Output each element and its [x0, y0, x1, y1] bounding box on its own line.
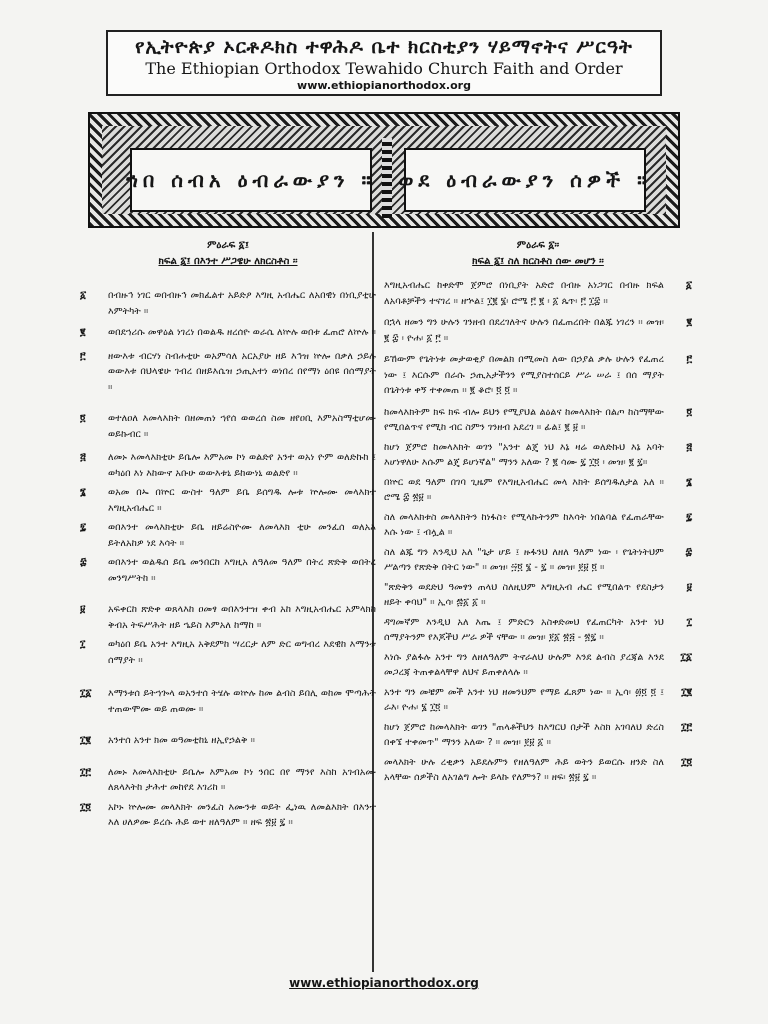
verse-item	[80, 733, 376, 749]
verse-number: ፲፪	[681, 686, 692, 698]
verse-number: ፲	[80, 639, 86, 650]
verse-item	[384, 720, 692, 751]
verse-item	[384, 440, 692, 471]
verse-number: ፲	[686, 616, 692, 628]
verse-text: እግዚአብሔር ከቀድሞ ጀምሮ በነቢያት አድሮ በብዙ አነጋገር በብዙ ክፍል ለአባቶቻችን ተናገረ ። ዘኍል፤ ፲፪ ፮፡ ሮሜ ፫ ፪ ፡ ፩ ጴጥ፡ ፫ ፲፰ ።	[384, 280, 664, 307]
right-column	[384, 238, 692, 786]
verse-number: ፯	[685, 511, 692, 523]
verse-text: ወበእንተ ወልዱሰ ይቤ መንበርከ እግዚአ ለዓለመ ዓለም በትረ ጽድቅ ወበትረ መንግሥትከ ።	[108, 557, 376, 584]
verse-number: ፰	[685, 546, 692, 558]
verse-number: ፲፫	[681, 721, 692, 733]
verse-number: ፰	[80, 557, 87, 568]
left-column	[80, 238, 376, 831]
verse-text: አፍቀርከ ጽድቀ ወጸላእከ ዐመፃ ወበእንተዝ ቀብ አከ እግዚአብሔር አምላክከ ቅብአ ትፍሥሕት ዘይ ኄይስ እምአለ ከማከ ።	[108, 604, 376, 631]
verse-text: በብዙኅ ነገር ወበብዙኅ መክፈልተ አይድዖ እግዚ አብሔር ለአበዊነ በነቢያቲሁ እምትካት ።	[108, 290, 376, 317]
right-verses	[384, 278, 692, 786]
verse-text: ለመኑ እመላእክቲሁ ይቤሎ እምአመ ኮነ ወልድየ አንተ ወአነ ዮም ወለድኩከ ፤ ወካዕበ እነ እከውኖ አቡሁ ወውእቱኒ ይከውነኒ ወልድየ ።	[108, 452, 376, 479]
verse-number: ፲፪	[80, 735, 91, 746]
header-english-title: The Ethiopian Orthodox Tewahido Church Faith and Order	[145, 59, 623, 78]
verse-text: ስለ ልጁ ግን እንዲህ አለ "ጌታ ሆይ ፤ ዙፋንህ ለዘለ ዓለም ነው ፡ የጌትነትህም ሥልጣን የጽድቅ በትር ነው" ። መዝ፡ ፵፬ ፮ - ፯ ። መዝ፡ ፻፱ ፬ ።	[384, 546, 664, 573]
verse-number: ፱	[80, 604, 86, 615]
verse-item	[80, 686, 376, 717]
left-section-title: ክፍል ፩፤ በእንተ ሥጋዌሁ ለክርስቶስ ።	[158, 256, 298, 267]
verse-item	[80, 637, 376, 668]
verse-item	[384, 352, 692, 399]
verse-number: ፫	[686, 354, 692, 365]
verse-item	[384, 405, 692, 436]
verse-item	[384, 278, 692, 309]
verse-number: ፱	[686, 581, 692, 593]
verse-item	[384, 615, 692, 646]
verse-number: ፫	[80, 350, 86, 362]
verse-number: ፲፬	[80, 801, 91, 813]
right-column-heading	[384, 238, 692, 270]
verse-text: ዘውእቱ ብርሃነ ስብሐቲሁ ወአምሳለ አርአያሁ ዘይ እኅዝ ኵሎ በቃለ ኃይሉ ወውእቱ በህላዌሁ ገብረ በዘይእሴዝ ኃጢአተነ ወነበረ በየማነ ዕበዩ በሰማያት ።	[108, 350, 376, 393]
left-column-heading	[80, 238, 376, 270]
verse-item	[384, 545, 692, 576]
verse-text: ለመኑ እመላእክቲሁ ይቤሎ እምአመ ኮነ ንበር በየ ማንየ እስከ አገብአሙ ለጸላእትከ ታሕተ መከየደ እገሪከ ።	[108, 766, 376, 793]
verse-number: ፬	[686, 406, 692, 418]
footer-url[interactable]: www.ethiopianorthodox.org	[289, 976, 479, 990]
right-section-title: ክፍል ፩፤ ስለ ክርስቶስ ሰው መሆን ።	[472, 256, 604, 267]
verse-number: ፲፩	[680, 651, 692, 663]
header-url[interactable]: www.ethiopianorthodox.org	[297, 79, 471, 92]
verse-text: አንተሰ አንተ ክመ ወዓመቲከኒ ዘኢየኃልቅ ።	[108, 735, 255, 746]
verse-text: ወተለዐለ እመላእክት በዘመጠነ ኀየሰ ወወረሰ ስመ ዘየዐቢ እምአስማቲሆሙ ወይኩብር ።	[108, 413, 376, 440]
banner-title-right: ወደ ዕብራውያን ሰዎች ።	[404, 148, 646, 212]
verse-text: ወካዕበ ይቤ አንተ እግዚአ አቅደምከ ሣረርታ ለም ድር ወግብረ እደዊከ እማንቱ ሰማያት ።	[108, 639, 376, 666]
verse-item	[80, 555, 376, 586]
verse-number: ፮	[80, 487, 86, 498]
banner-pattern	[102, 126, 666, 214]
verse-item	[384, 475, 692, 506]
verse-text: ከሆነ ጀምሮ ከመላእክት ወገን "ጠላቶችህን ከእግርህ በታች እስክ አገባለህ ድረስ በቀኜ ተቀመጥ" ማንን አለው ? ። መዝ፡ ፻፱ ፩ ።	[384, 721, 664, 748]
verse-text: ወአመ በኡ በኵር ውስተ ዓለም ይቤ ይሰግዱ ሎቱ ኵሎሙ መላእክተ እግዚአብሔር ።	[108, 487, 376, 514]
verse-item	[384, 580, 692, 611]
header-amharic-title: የኢትዮጵያ ኦርቶዶክስ ተዋሕዶ ቤተ ክርስቲያን ሃይማኖትና ሥርዓት	[135, 36, 633, 58]
verse-number: ፯	[80, 522, 87, 533]
verse-item	[80, 349, 376, 396]
verse-number: ፲፫	[80, 766, 91, 778]
verse-item	[80, 411, 376, 442]
verse-number: ፭	[80, 452, 86, 463]
verse-item	[80, 765, 376, 796]
verse-item	[80, 602, 376, 633]
verse-text: ይኸውም የጌትነቱ መታወቂያ በመልክ በሚመስ ለው በኃያል ቃሉ ሁሉን የፈጠረ ነው ፤ እርሱም በራሱ ኃጢአታችንን የሚያስተሰርይ ሥራ ሠራ ፤ በሰ ማያት በጌትነቱ ቀኝ ተቀመጠ ። ፪ ቆሮ፡ ፬ ፬ ።	[384, 354, 664, 396]
verse-number: ፬	[80, 413, 86, 424]
verse-text: እማንቱሰ ይትኀጐላ ወአንተሰ ትሄሉ ወኵሉ ከመ ልብስ ይበሊ ወከመ ሞጣሕት ተጠውሞሙ ወይ ጠወሙ ።	[108, 688, 376, 715]
verse-text: በኋላ ዘመን ግን ሁሉን ገንዘብ በደረገለትና ሁሉን በፈጠረበት በልጁ ነገረን ። መዝ፡ ፪ ፰ ፡ ዮሐ፡ ፩ ፫ ።	[384, 317, 664, 344]
verse-text: አኮኑ ኵሎሙ መላእክት መንፈስ እሙንቱ ወይት ፌነዉ ለመልእክት በእንተ እለ ሀለዎሙ ይረሱ ሕይ ወተ ዘለዓለም ። ዘፍ ፳፱ ፯ ።	[108, 801, 376, 828]
verse-number: ፪	[80, 327, 86, 338]
verse-text: ስለ መላእክቱስ መላእክትን ከነፋስ፥ የሚላኩትንም ከእሳት ነበልባል የፈጠራቸው እሱ ነው ፤ ብሏል ።	[384, 511, 664, 538]
verse-text: "ጽድቅን ወደድህ ዓመፃን ጠላህ ስለዚህም እግዚአብ ሔር የሚበልጥ የደስታን ዘይት ቀባህ" ። ኢሳ፡ ፷፩ ፩ ።	[384, 581, 664, 608]
verse-text: ዳግመኛም እንዲህ አለ እጤ ፤ ምድርን አስቀድመህ የፈጠርካት አንተ ነህ ሰማያትንም የእጆችህ ሥራ ዎች ናቸው ። መዝ፡ ፻፩ ፳፭ - ፳፯ ።	[384, 616, 664, 643]
right-chapter-title: ምዕራፍ ፩።	[516, 240, 560, 251]
verse-item	[384, 685, 692, 716]
verse-number: ፭	[686, 441, 692, 453]
decorative-banner	[88, 112, 680, 228]
left-chapter-title: ምዕራፍ ፩፤	[207, 240, 249, 251]
verse-text: መላእክት ሁሉ ረቂቃን አይደሉምን የዘለዓለም ሕይ ወትን ይወርሱ ዘንድ ስለ አላቸው ሰዎችስ ለአገልግ ሎት ይላኩ የለምን? ። ዘፍ፡ ፳፱ ፯ ።	[384, 756, 664, 783]
verse-text: በኵር ወደ ዓለም በገባ ጊዜም የእግዚአብሔር መላ እክት ይሰግዱለታል አለ ። ሮሜ ፰ ፳፱ ።	[384, 476, 664, 503]
verse-item	[80, 485, 376, 516]
verse-number: ፲፩	[80, 688, 92, 699]
verse-item	[80, 800, 376, 831]
verse-text: ከሆነ ጀምሮ ከመላእክት ወገን "አንተ ልጄ ነህ እኔ ዛሬ ወለድኩህ እኔ አባት እሆነዋለሁ እሱም ልጄ ይሆነኛል" ማንን አለው ? ፪ ሳሙ ፯ ፲፬ ፡ መዝ፡ ፪ ፯።	[384, 441, 664, 468]
verse-number: ፮	[686, 476, 692, 488]
verse-number: ፩	[685, 280, 692, 291]
verse-text: ወበእንተ መላእክቲሁ ይቤ ዘይሬስዮሙ ለመላእክ ቲሁ መንፈሰ ወለአእ ይትለአከዎ ነደ እሳት ።	[108, 522, 376, 549]
verse-text: አንተ ግን መቼም መች አንተ ነህ ዘመንህም የማይ ፈጸም ነው ። ኢሳ፡ ፴፬ ፬ ፤ ራእ፡ ዮሐ፡ ፮ ፲፬ ።	[384, 686, 664, 713]
header-box	[106, 30, 662, 96]
verse-text: እነሱ ያልፋሉ አንተ ግን ለዘለዓለም ትኖራለህ ሁሉም እንደ ልብስ ያረጃል እንደ መጋረጃ ትጠቀልላቸዋ ለህና ይጠቀለላሉ ።	[384, 651, 664, 678]
verse-item	[384, 650, 692, 681]
verse-text: ወበደኀሪሱ መዋዕል ነገረነ በወልዱ ዘረሰዮ ወራሴ ለኵሉ ወበቱ ፈጠሮ ለኵሉ ።	[108, 327, 377, 338]
verse-item	[80, 520, 376, 551]
left-verses	[80, 288, 376, 831]
banner-divider	[382, 138, 392, 218]
verse-item	[384, 510, 692, 541]
verse-number: ፩	[80, 290, 87, 301]
banner-title-left: ኀበ ሰብአ ዕብራውያን ።	[130, 148, 372, 212]
verse-item	[80, 450, 376, 481]
verse-item	[80, 288, 376, 319]
verse-number: ፪	[686, 317, 692, 328]
verse-number: ፲፬	[681, 756, 692, 768]
verse-text: ከመላእክትም ክፍ ክፍ ብሎ ይህን የሚያህል ልዕልና ከመላእክት በልጦ ከስማቸው የሚበልጥና የሚከ ብር ስምን ገንዘብ አደረገ ። ፊል፤ ፪ ፱ ።	[384, 406, 664, 433]
verse-item	[384, 315, 692, 346]
verse-item	[384, 755, 692, 786]
verse-item	[80, 325, 376, 341]
